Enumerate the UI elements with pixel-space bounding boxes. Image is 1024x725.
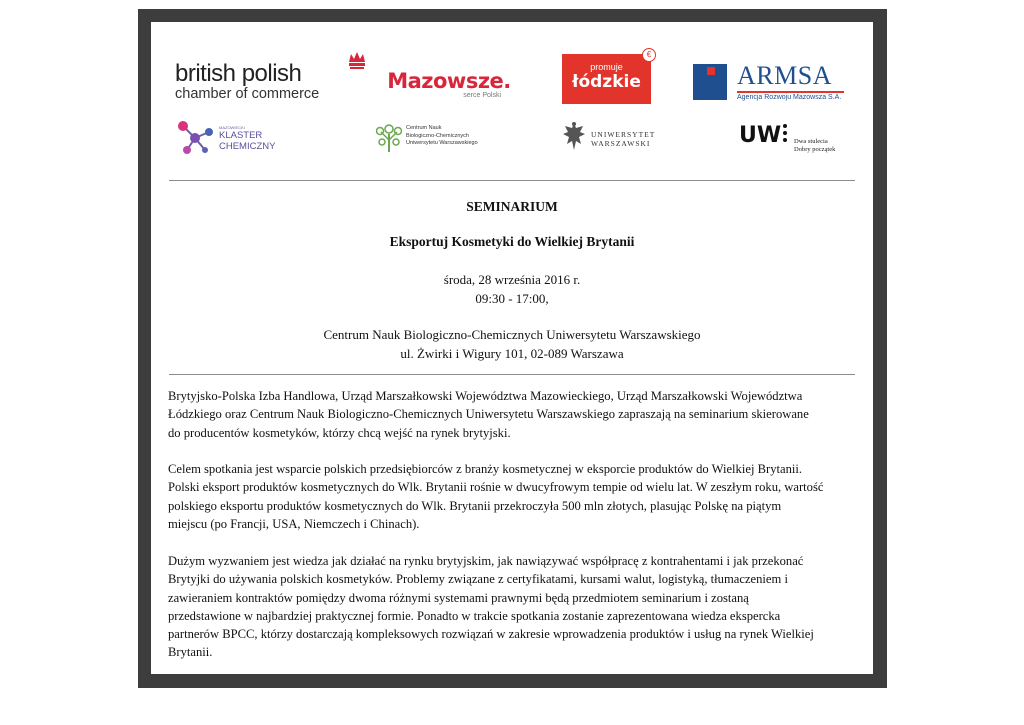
klaster-logo [173, 118, 313, 158]
paragraph-line: Brytyjki do używania polskich kosmetyków. Problemy związane z certyfikatami, kursami walut, logistyką, tłumaczeniem i [168, 572, 788, 587]
uw-logo [561, 120, 671, 160]
euro-icon: € [642, 48, 656, 62]
intro-paragraph [168, 387, 858, 442]
armsa-logo-subtitle: Agencja Rozwoju Mazowsza S.A. [737, 94, 842, 101]
tree-icon [376, 122, 402, 154]
lodzkie-logo [562, 50, 652, 104]
lodzkie-logo-main: łódzkie [572, 72, 641, 92]
paragraph-line: zawieraniem kontraktów pomiędzy dwoma różnymi systemami prawnymi będą przedmiotem seminarium i zostaną [168, 590, 749, 605]
paragraph-line: miejscu (po Francji, USA, Niemczech i Chinach). [168, 516, 420, 531]
uw-logo-line: UNIWERSYTET [591, 130, 656, 139]
paragraph-line: Polski eksport produktów kosmetycznych do Wlk. Brytanii rośnie w dwucyfrowym tempie od wielu lat. W zeszłym roku, wartość [168, 480, 824, 495]
bottom-divider [169, 374, 855, 375]
bpcc-logo-line2: chamber of commerce [175, 86, 320, 102]
cnbch-logo-line: Uniwersytetu Warszawskiego [406, 140, 478, 146]
molecule-icon [173, 118, 217, 158]
challenge-paragraph [168, 552, 858, 662]
uw-bicentenary-mark: UW [739, 123, 782, 148]
armsa-logo-bar [737, 91, 844, 93]
event-label: SEMINARIUM [466, 199, 558, 214]
uw-logo-line: WARSZAWSKI [591, 139, 651, 148]
klaster-logo-small: MAZOWIECKI [219, 125, 245, 130]
uw-bicentenary-logo [739, 122, 859, 158]
mazowsze-logo-tagline: serce Polski [463, 92, 501, 99]
lodzkie-logo-top: promuje [590, 62, 623, 72]
event-address: ul. Żwirki i Wigury 101, 02-089 Warszawa [400, 346, 624, 361]
top-divider [169, 180, 855, 181]
uw-bicentenary-line: Dobry początek [794, 146, 836, 153]
mazowsze-logo [379, 70, 519, 99]
cnbch-logo-text [406, 125, 478, 148]
event-title: Eksportuj Kosmetyki do Wielkiej Brytanii [389, 234, 635, 249]
event-date: środa, 28 września 2016 r. [443, 272, 581, 287]
event-time: 09:30 - 17:00, [475, 291, 549, 306]
paragraph-line: partnerów BPCC, którzy dostarczają kompleksowych rozwiązań w zakresie wprowadzenia produktów i usług na rynek Wielkiej [168, 627, 814, 642]
uw-logo-text [591, 130, 655, 148]
armsa-logo-name: ARMSA [737, 61, 832, 90]
sponsor-logos [151, 22, 873, 172]
bpcc-logo [175, 62, 355, 102]
paragraph-line: do producentów kosmetyków, którzy chcą wejść na rynek brytyjski. [168, 425, 511, 440]
crown-icon [347, 50, 367, 72]
uw-bicentenary-text [794, 138, 835, 154]
paragraph-line: Łódzkiego oraz Centrum Nauk Biologiczno-Chemicznych Uniwersytetu Warszawskiego zapraszają na seminarium skierowane [168, 407, 809, 422]
event-venue: Centrum Nauk Biologiczno-Chemicznych Uniwersytetu Warszawskiego [323, 327, 701, 342]
paragraph-line: przedstawione w najbardziej praktycznej formie. Ponadto w trakcie spotkania zostanie zaprezentowana wiedza ekspercka [168, 608, 781, 623]
cnbch-logo-line: Centrum Nauk [406, 125, 442, 131]
cnbch-logo [376, 122, 496, 158]
document-page [151, 22, 873, 674]
goal-paragraph [168, 460, 858, 533]
paragraph-line: Brytanii. [168, 645, 213, 660]
bpcc-logo-line1: british polish [175, 60, 302, 87]
paragraph-line: polskiego eksportu produktów kosmetycznych do Wlk. Brytanii przekroczyła 500 mln złotych, plasując Polskę na piątym [168, 498, 782, 513]
uw-bicentenary-line: Dwa stulecia [794, 138, 828, 145]
cnbch-logo-line: Biologiczno-Chemicznych [406, 132, 469, 139]
paragraph-line: Dużym wyzwaniem jest wiedza jak działać na rynku brytyjskim, jak nawiązywać współpracę z kontrahentami i jak przekonać [168, 554, 804, 568]
paragraph-line: Celem spotkania jest wsparcie polskich przedsiębiorców z branży kosmetycznej w eksporcie produktów do Wielkiej Brytanii. [168, 462, 803, 476]
dots-icon [783, 124, 788, 145]
eagle-icon [561, 120, 587, 156]
klaster-logo-name: KLASTER CHEMICZNY [219, 130, 276, 152]
mazowsze-logo-name: Mazowsze. [387, 69, 511, 93]
armsa-mark-icon [693, 64, 727, 100]
paragraph-line: Brytyjsko-Polska Izba Handlowa, Urząd Marszałkowski Województwa Mazowieckiego, Urząd Marszałkowski Województwa [168, 389, 803, 403]
